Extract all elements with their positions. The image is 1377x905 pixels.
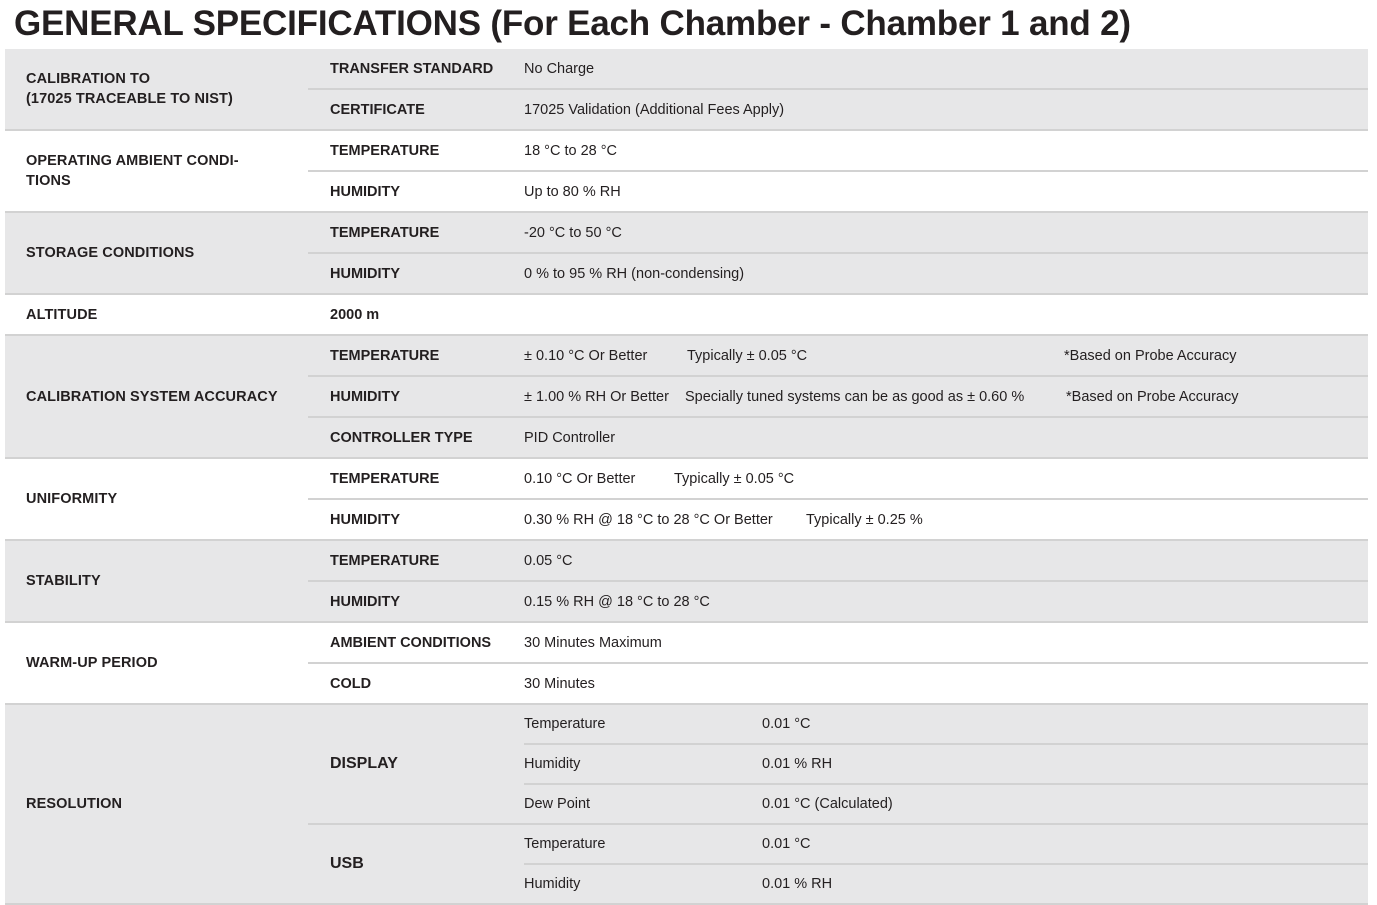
spec-row (308, 582, 1368, 621)
spec-value: No Charge (524, 60, 595, 77)
section-resolution (5, 705, 1368, 905)
spec-row (308, 541, 1368, 582)
resolution-item-name: Humidity (524, 756, 581, 772)
section-operating-ambient-conditions (5, 131, 1368, 213)
category-label-line: (17025 TRACEABLE TO NIST) (26, 91, 233, 107)
resolution-item (524, 785, 1368, 823)
spec-value: 0.30 % RH @ 18 °C to 28 °C Or Better (524, 511, 773, 528)
spec-name: TEMPERATURE (330, 347, 440, 364)
spec-name: CONTROLLER TYPE (330, 429, 473, 446)
spec-row (308, 336, 1368, 377)
spec-name: TRANSFER STANDARD (330, 60, 494, 77)
spec-row (308, 49, 1368, 90)
spec-value: Up to 80 % RH (524, 183, 621, 200)
spec-row (308, 500, 1368, 539)
spec-value: 30 Minutes Maximum (524, 634, 662, 651)
spec-value: 18 °C to 28 °C (524, 142, 618, 159)
category-label-line: OPERATING AMBIENT CONDI- (26, 153, 239, 169)
spec-value: 2000 m (330, 306, 380, 323)
resolution-item-value: 0.01 °C (Calculated) (762, 796, 893, 812)
resolution-item (524, 745, 1368, 785)
category-label: WARM-UP PERIOD (26, 655, 158, 671)
resolution-item-name: Temperature (524, 716, 606, 732)
spec-name: TEMPERATURE (330, 142, 440, 159)
category-label (5, 49, 308, 129)
spec-name: USB (330, 855, 364, 872)
page-title: GENERAL SPECIFICATIONS (For Each Chamber - Chamber 1 and 2) (14, 4, 1131, 43)
spec-value: 0.10 °C Or Better (524, 470, 636, 487)
spec-row (308, 418, 1368, 457)
spec-name: HUMIDITY (330, 593, 401, 610)
spec-value: 0.05 °C (524, 552, 573, 569)
resolution-usb-group (308, 825, 1368, 903)
spec-value: 17025 Validation (Additional Fees Apply) (524, 101, 785, 118)
resolution-item-value: 0.01 % RH (762, 756, 833, 772)
section-altitude (5, 295, 1368, 336)
spec-row (308, 213, 1368, 254)
spec-name: HUMIDITY (330, 183, 401, 200)
spec-name: TEMPERATURE (330, 470, 440, 487)
resolution-item-value: 0.01 % RH (762, 876, 833, 892)
spec-row (308, 90, 1368, 129)
spec-value: PID Controller (524, 429, 616, 446)
spec-note: *Based on Probe Accuracy (1064, 347, 1237, 364)
spec-row (308, 377, 1368, 418)
spec-row (308, 172, 1368, 211)
spec-value: 30 Minutes (524, 675, 595, 692)
specifications-table (5, 49, 1368, 905)
spec-name: HUMIDITY (330, 388, 401, 405)
spec-name: CERTIFICATE (330, 101, 425, 118)
spec-value: 0.15 % RH @ 18 °C to 28 °C (524, 593, 710, 610)
spec-value: -20 °C to 50 °C (524, 224, 622, 241)
section-warm-up-period (5, 623, 1368, 705)
resolution-item (524, 825, 1368, 865)
category-label-line: CALIBRATION TO (26, 71, 151, 87)
category-label: STORAGE CONDITIONS (26, 245, 195, 261)
spec-value: 0 % to 95 % RH (non-condensing) (524, 265, 745, 282)
spec-row (308, 131, 1368, 172)
category-label: CALIBRATION SYSTEM ACCURACY (26, 388, 278, 405)
spec-value: ± 1.00 % RH Or Better (524, 388, 669, 405)
section-calibration-system-accuracy (5, 336, 1368, 459)
resolution-display-group (308, 705, 1368, 825)
spec-name: TEMPERATURE (330, 224, 440, 241)
spec-row (308, 664, 1368, 703)
section-calibration-to (5, 49, 1368, 131)
resolution-item-name: Humidity (524, 876, 581, 892)
category-label-line: TIONS (26, 173, 71, 189)
spec-row (308, 295, 1368, 334)
resolution-item-value: 0.01 °C (762, 716, 811, 732)
spec-row (308, 623, 1368, 664)
spec-name: DISPLAY (330, 755, 398, 772)
spec-name: AMBIENT CONDITIONS (330, 634, 492, 651)
category-label: RESOLUTION (26, 796, 123, 812)
spec-typical: Typically ± 0.05 °C (674, 470, 795, 487)
spec-row (308, 254, 1368, 293)
category-label: STABILITY (26, 573, 101, 589)
spec-name: TEMPERATURE (330, 552, 440, 569)
spec-name: COLD (330, 675, 372, 692)
spec-row (308, 459, 1368, 500)
resolution-item-value: 0.01 °C (762, 836, 811, 852)
spec-typical: Typically ± 0.05 °C (687, 347, 808, 364)
section-stability (5, 541, 1368, 623)
spec-typical: Typically ± 0.25 % (806, 511, 923, 528)
spec-name: HUMIDITY (330, 265, 401, 282)
category-label: UNIFORMITY (26, 491, 118, 507)
resolution-item (524, 865, 1368, 903)
category-label: ALTITUDE (26, 306, 98, 323)
resolution-item-name: Dew Point (524, 796, 591, 812)
section-uniformity (5, 459, 1368, 541)
spec-name: HUMIDITY (330, 511, 401, 528)
spec-typical: Specially tuned systems can be as good as ± 0.60 % (685, 388, 1025, 405)
resolution-item-name: Temperature (524, 836, 606, 852)
section-storage-conditions (5, 213, 1368, 295)
spec-value: ± 0.10 °C Or Better (524, 347, 648, 364)
category-label (5, 131, 308, 211)
resolution-item (524, 705, 1368, 745)
spec-note: *Based on Probe Accuracy (1066, 388, 1239, 405)
